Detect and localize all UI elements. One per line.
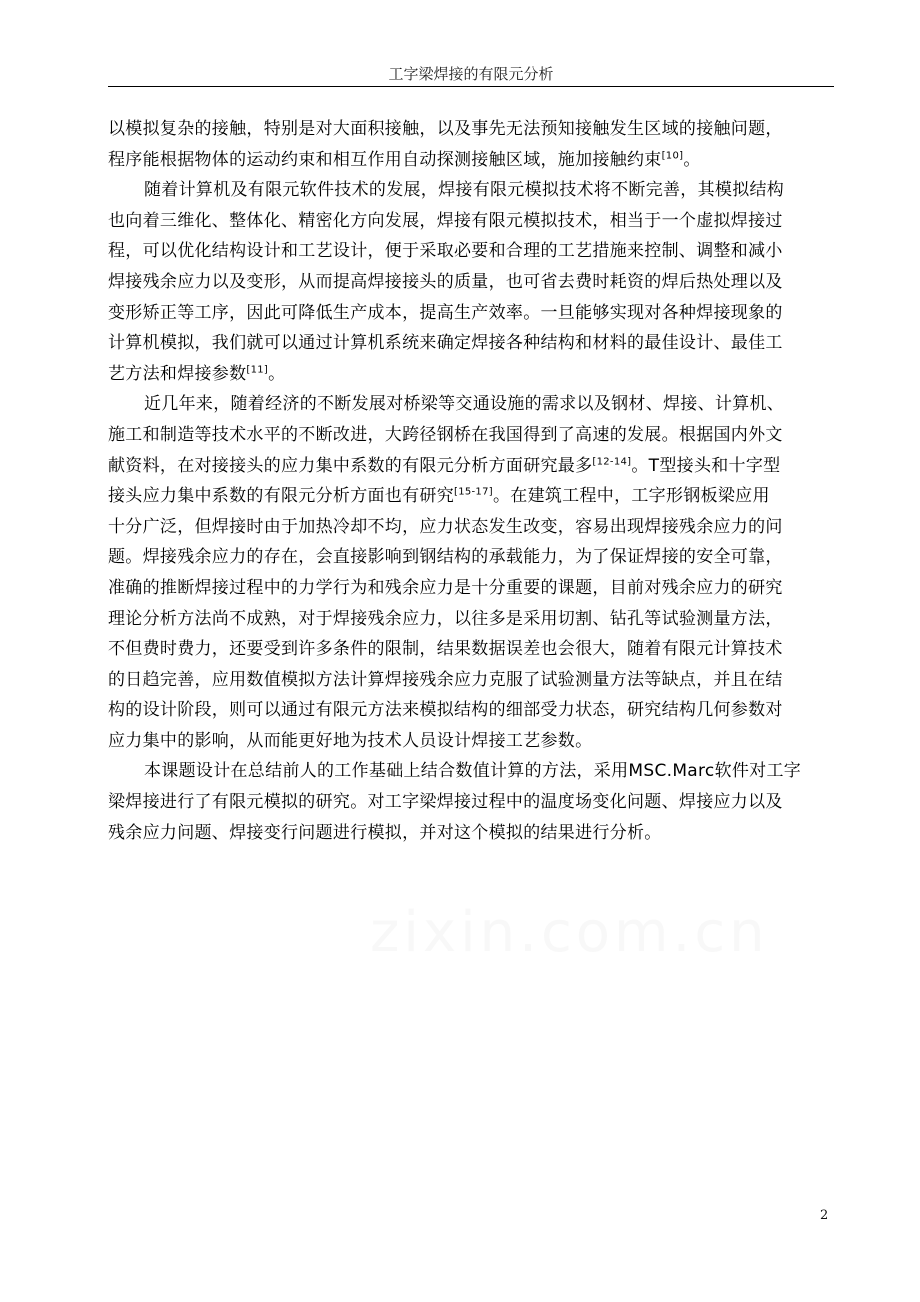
text-segment: 残余应力问题、焊接变行问题进行模拟，并对这个模拟的结果进行分析。	[108, 822, 662, 843]
text-line	[108, 604, 836, 635]
text-segment: 。	[268, 363, 286, 384]
text-segment: 艺方法和焊接参数	[108, 363, 247, 384]
running-header	[108, 62, 834, 87]
text-line	[108, 420, 836, 451]
text-line	[108, 787, 836, 818]
text-segment: 不但费时费力，还要受到许多条件的限制，结果数据误差也会很大，随着有限元计算技术	[108, 639, 783, 660]
text-segment: 焊接残余应力以及变形，从而提高焊接接头的质量，也可省去费时耗资的焊后热处理以及	[108, 271, 783, 292]
text-segment: 也向着三维化、整体化、精密化方向发展，焊接有限元模拟技术，相当于一个虚拟焊接过	[108, 210, 783, 231]
text-line	[108, 726, 836, 757]
text-segment: 随着计算机及有限元软件技术的发展，焊接有限元模拟技术将不断完善，其模拟结构	[144, 180, 785, 201]
text-segment: 应力集中的影响，从而能更好地为技术人员设计焊接工艺参数。	[108, 730, 593, 751]
text-line	[108, 145, 836, 176]
text-segment: 梁焊接进行了有限元模拟的研究。对工字梁焊接过程中的温度场变化问题、焊接应力以及	[108, 792, 783, 813]
text-line	[108, 756, 836, 787]
paragraph	[108, 175, 836, 389]
paragraph	[108, 114, 836, 175]
text-line	[108, 328, 836, 359]
text-line	[108, 389, 836, 420]
citation: [12-14]	[592, 455, 632, 467]
text-line	[108, 573, 836, 604]
text-segment: 计算机模拟，我们就可以通过计算机系统来确定焊接各种结构和材料的最佳设计、最佳工	[108, 333, 783, 354]
text-segment: 变形矫正等工序，因此可降低生产成本，提高生产效率。一旦能够实现对各种焊接现象的	[108, 302, 783, 323]
text-segment: 十分广泛，但焊接时由于加热冷却不均，应力状态发生改变，容易出现焊接残余应力的问	[108, 516, 783, 537]
text-segment: 理论分析方法尚不成熟，对于焊接残余应力，以往多是采用切割、钻孔等试验测量方法，	[108, 608, 783, 629]
text-line	[108, 542, 836, 573]
text-segment: 。	[683, 149, 701, 170]
text-segment: 近几年来，随着经济的不断发展对桥梁等交通设施的需求以及钢材、焊接、计算机、	[144, 394, 785, 415]
text-segment: 施工和制造等技术水平的不断改进，大跨径钢桥在我国得到了高速的发展。根据国内外文	[108, 424, 783, 445]
text-segment: 程序能根据物体的运动约束和相互作用自动探测接触区域，施加接触约束	[108, 149, 662, 170]
citation: [15-17]	[454, 486, 493, 498]
citation: [11]	[246, 364, 269, 376]
text-line	[108, 634, 836, 665]
paragraph	[108, 389, 836, 756]
text-segment: 接头应力集中系数的有限元分析方面也有研究	[108, 486, 454, 507]
text-line	[108, 512, 836, 543]
text-segment: 。在建筑工程中，工字形钢板梁应用	[492, 486, 770, 507]
citation: [10]	[661, 149, 684, 161]
paragraph	[108, 756, 836, 848]
text-line	[108, 175, 836, 206]
text-segment: 献资料，在对接接头的应力集中系数的有限元分析方面研究最多	[108, 455, 593, 476]
watermark-text: zixin.com.cn	[370, 900, 769, 965]
text-segment: 的日趋完善，应用数值模拟方法计算焊接残余应力克服了试验测量方法等缺点，并且在结	[108, 669, 783, 690]
watermark	[370, 900, 769, 965]
text-line	[108, 818, 836, 849]
text-segment: 题。焊接残余应力的存在，会直接影响到钢结构的承载能力，为了保证焊接的安全可靠，	[108, 547, 783, 568]
text-segment: 准确的推断焊接过程中的力学行为和残余应力是十分重要的课题，目前对残余应力的研究	[108, 577, 783, 598]
text-line	[108, 114, 836, 145]
text-segment: 程，可以优化结构设计和工艺设计，便于采取必要和合理的工艺措施来控制、调整和减小	[108, 241, 783, 262]
text-segment: 。T型接头和十字型	[631, 455, 781, 476]
text-segment: 构的设计阶段，则可以通过有限元方法来模拟结构的细部受力状态，研究结构几何参数对	[108, 700, 783, 721]
text-line	[108, 665, 836, 696]
text-line	[108, 451, 836, 482]
text-line	[108, 359, 836, 390]
text-line	[108, 206, 836, 237]
text-segment: 以模拟复杂的接触，特别是对大面积接触，以及事先无法预知接触发生区域的接触问题，	[108, 119, 783, 139]
text-line	[108, 481, 836, 512]
text-segment: 本课题设计在总结前人的工作基础上结合数值计算的方法，采用MSC.Marc软件对工字	[144, 761, 802, 782]
text-line	[108, 695, 836, 726]
page-number: 2	[820, 1208, 829, 1223]
text-line	[108, 267, 836, 298]
document-body	[108, 114, 836, 848]
text-line	[108, 236, 836, 267]
text-line	[108, 298, 836, 329]
header-title: 工字梁焊接的有限元分析	[388, 65, 554, 83]
